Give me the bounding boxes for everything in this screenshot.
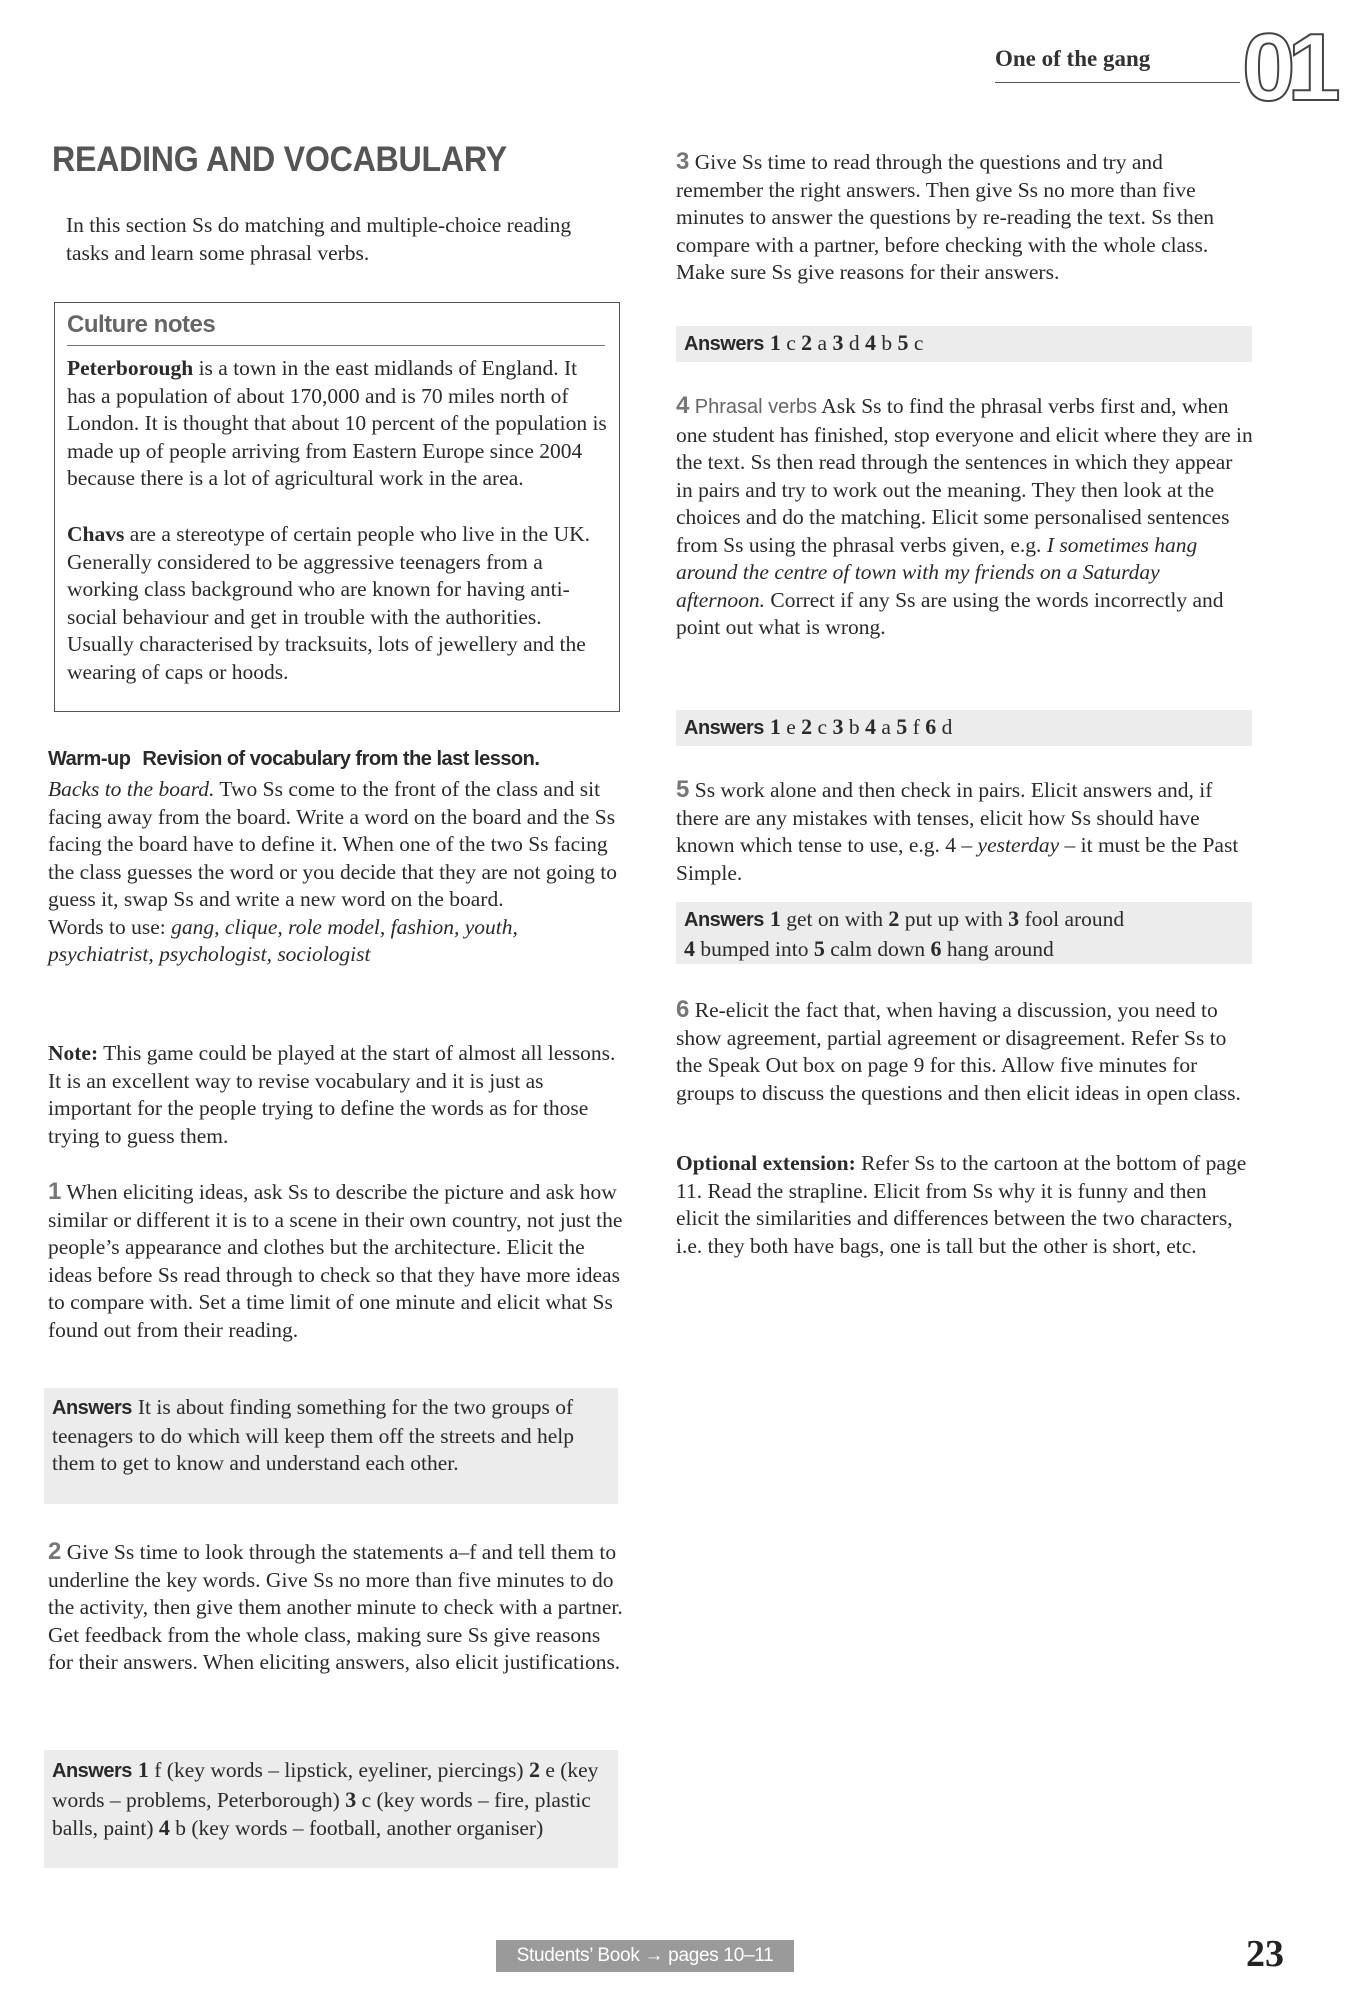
exercise-3-answers	[676, 326, 1252, 362]
answer-text: f (key words – lipstick, eyeliner, piercings)	[148, 1758, 529, 1782]
culture-notes-rule	[67, 345, 605, 346]
answer-text: hang around	[941, 936, 1054, 961]
exercise-4-text: Ask Ss to find the phrasal verbs first and, when one student has finished, stop everyone and elicit where they are in the text. Ss then read through the sentences in which they appear in pairs and try to work out the meaning. They then look at the choices and do the matching. Elicit some personalised sentences from Ss using the phrasal verbs given, e.g.	[676, 394, 1253, 557]
exercise-3-text: Give Ss time to read through the questions and try and remember the right answers. Then give Ss no more than five minutes to answer the questions by re-reading the text. Ss then compare with a partner, before checking with the whole class. Make sure Ss give reasons for their answers.	[676, 150, 1214, 284]
exercise-4-example: I sometimes hang around the centre of town with my friends on a Saturday afternoon.	[676, 532, 1198, 612]
answer-number: 3	[832, 330, 844, 355]
answer-text: c	[908, 331, 924, 355]
warmup-words-label: Words to use:	[48, 914, 172, 939]
warmup-subheading: Revision of vocabulary from the last lesson.	[142, 748, 540, 770]
exercise-4-answers	[676, 710, 1252, 746]
exercise-5-text-after: – it must be the Past Simple.	[676, 833, 1239, 885]
answer-text: b	[843, 715, 865, 739]
answer-text: e	[780, 715, 802, 739]
answer-number: 2	[528, 1757, 540, 1782]
warmup-text	[48, 776, 626, 969]
peterborough-text: is a town in the east midlands of England. It has a population of about 170,000 and is 70 miles north of London. It is thought that about 10 percent of the population is made up of people arriving from Eastern Europe since 2004 because there is a lot of agricultural work in the area.	[67, 356, 607, 490]
culture-note-chavs	[67, 521, 607, 686]
exercise-6-text: Re-elicit the fact that, when having a discussion, you need to show agreement, partial agreement or disagreement. Refer Ss to the Speak Out box on page 9 for this. Allow five minutes for groups to discuss the questions and then elicit ideas in open class.	[676, 998, 1241, 1105]
answers-label: Answers	[684, 909, 764, 931]
answer-text: d	[843, 331, 865, 355]
exercise-4-label: Phrasal verbs	[694, 396, 818, 418]
extension-text: Refer Ss to the cartoon at the bottom of page 11. Read the strapline. Elicit from Ss why it is funny and then elicit the similarities and differences between the two characters, i.e. they both have bags, one is tall but the other is short, etc.	[676, 1151, 1247, 1258]
unit-number-text: 01	[1242, 14, 1333, 106]
exercise-2-text: Give Ss time to look through the statements a–f and tell them to underline the key words. Give Ss no more than five minutes to do the activity, then give them another minute to check with a partner. Get feedback from the whole class, making sure Ss give reasons for their answers. When eliciting answers, also elicit justifications.	[48, 1540, 623, 1674]
exercise-4-text-after: Correct if any Ss are using the words incorrectly and point out what is wrong.	[676, 587, 1224, 639]
page-number: 23	[1246, 1933, 1284, 1975]
answer-text: a	[875, 715, 897, 739]
unit-number-outline	[1238, 14, 1350, 106]
answers-label: Answers	[684, 333, 764, 355]
answer-text: c	[812, 715, 833, 739]
exercise-1-text: When eliciting ideas, ask Ss to describe the picture and ask how similar or different it is to a scene in their own country, not just the people’s appearance and clothes but the architecture. Elicit the ideas before Ss read through to check so that they have more ideas to compare with. Set a time limit of one minute and elicit what Ss found out from their reading.	[48, 1180, 623, 1342]
optional-extension	[676, 1150, 1254, 1260]
exercise-5-text: Ss work alone and then check in pairs. Elicit answers and, if there are any mistakes with tenses, elicit how Ss should have known which tense to use, e.g. 4 –	[676, 778, 1213, 857]
answer-number: 4	[684, 935, 695, 961]
answer-number: 3	[832, 714, 844, 739]
exercise-4	[676, 392, 1254, 642]
warmup-body: Two Ss come to the front of the class and sit facing away from the board. Write a word on the board and the Ss facing the board have to define it. When one of the two Ss facing the class guesses the word or you decide that they are not going to guess it, swap Ss and write a new word on the board.	[48, 777, 618, 911]
culture-notes-title: Culture notes	[67, 311, 216, 338]
answer-text: bumped into	[695, 936, 814, 961]
answer-number: 2	[888, 906, 900, 931]
answer-item	[159, 1816, 543, 1840]
answer-number: 6	[925, 714, 937, 739]
header-rule	[995, 82, 1240, 83]
answer-text: calm down	[824, 936, 931, 961]
answer-number: 6	[930, 935, 942, 961]
answer-number: 3	[345, 1786, 357, 1812]
answer-number: 3	[1008, 906, 1020, 931]
warmup-heading	[48, 748, 628, 771]
exercise-3-number: 3	[676, 148, 690, 175]
exercise-5-example: yesterday	[977, 833, 1060, 857]
answer-text: e (key words – problems, Peterborough)	[52, 1758, 599, 1812]
answer-text: fool around	[1019, 907, 1125, 931]
culture-note-peterborough	[67, 355, 607, 493]
students-book-reference: Students’ Book → pages 10–11	[496, 1940, 794, 1972]
answer-number: 5	[896, 714, 908, 739]
warmup-game: Backs to the board.	[48, 777, 215, 801]
answer-text: c	[780, 331, 802, 355]
answer-number: 4	[864, 330, 876, 355]
note-text: This game could be played at the start of almost all lessons. It is an excellent way to revise vocabulary and it is just as important for the people trying to define the words as for those trying to guess them.	[48, 1041, 616, 1148]
answer-number: 5	[813, 935, 825, 961]
exercise-5-answers	[676, 902, 1252, 964]
answer-text: b (key words – football, another organiser)	[169, 1816, 544, 1840]
answer-text: c (key words – fire, plastic balls, paint)	[52, 1787, 591, 1840]
answer-number: 1	[769, 330, 781, 355]
exercise-1-answers	[44, 1388, 618, 1504]
peterborough-term: Peterborough	[67, 356, 194, 380]
answer-number: 4	[864, 714, 876, 739]
exercise-2	[48, 1538, 626, 1677]
exercise-5-number: 5	[676, 776, 690, 803]
answer-number: 2	[801, 714, 813, 739]
answer-number: 2	[801, 330, 813, 355]
answer-text: b	[875, 331, 898, 355]
exercise-1	[48, 1178, 626, 1344]
exercise-4-number: 4	[676, 392, 690, 419]
answers-label: Answers	[52, 1760, 132, 1782]
exercise-1-number: 1	[48, 1178, 62, 1205]
answer-number: 4	[158, 1815, 170, 1840]
warmup-note	[48, 1040, 626, 1150]
exercise-3	[676, 148, 1254, 287]
left-column	[52, 140, 627, 180]
unit-title: One of the gang	[995, 46, 1151, 71]
answer-text: a	[812, 331, 833, 355]
chavs-text: are a stereotype of certain people who live in the UK. Generally considered to be aggressive teenagers from a working class background who are known for having anti-social behaviour and get in trouble with the authorities. Usually characterised by tracksuits, lots of jewellery and the wearing of caps or hoods.	[67, 522, 591, 684]
exercise-1-answer-text: It is about finding something for the two groups of teenagers to do which will keep them off the streets and help them to get to know and understand each other.	[52, 1395, 575, 1475]
answers-label: Answers	[52, 1397, 132, 1419]
culture-notes-box	[54, 302, 620, 712]
answer-number: 5	[897, 330, 909, 355]
exercise-6	[676, 996, 1254, 1107]
answer-text: d	[936, 715, 953, 739]
answers-label: Answers	[684, 717, 764, 739]
answer-number: 1	[769, 906, 781, 931]
exercise-2-number: 2	[48, 1538, 62, 1565]
answer-text: f	[907, 715, 926, 739]
chavs-term: Chavs	[67, 522, 125, 546]
warmup-label: Warm-up	[48, 748, 131, 770]
unit-number-badge	[1238, 14, 1350, 106]
answer-text: get on with	[780, 907, 889, 931]
warmup-words: gang, clique, role model, fashion, youth, psychiatrist, psychologist, sociologist	[48, 914, 518, 966]
section-intro: In this section Ss do matching and multiple-choice reading tasks and learn some phrasal verbs.	[66, 213, 572, 265]
answer-text: put up with	[899, 907, 1009, 931]
answer-item	[138, 1758, 529, 1782]
answer-number: 1	[769, 714, 781, 739]
exercise-2-answers	[44, 1750, 618, 1868]
exercise-5	[676, 776, 1254, 887]
answer-number: 1	[137, 1757, 149, 1782]
extension-label: Optional extension:	[676, 1151, 856, 1175]
section-title: READING AND VOCABULARY	[52, 140, 507, 179]
note-label: Note:	[48, 1041, 99, 1065]
exercise-6-number: 6	[676, 996, 690, 1023]
running-header	[995, 46, 1150, 72]
